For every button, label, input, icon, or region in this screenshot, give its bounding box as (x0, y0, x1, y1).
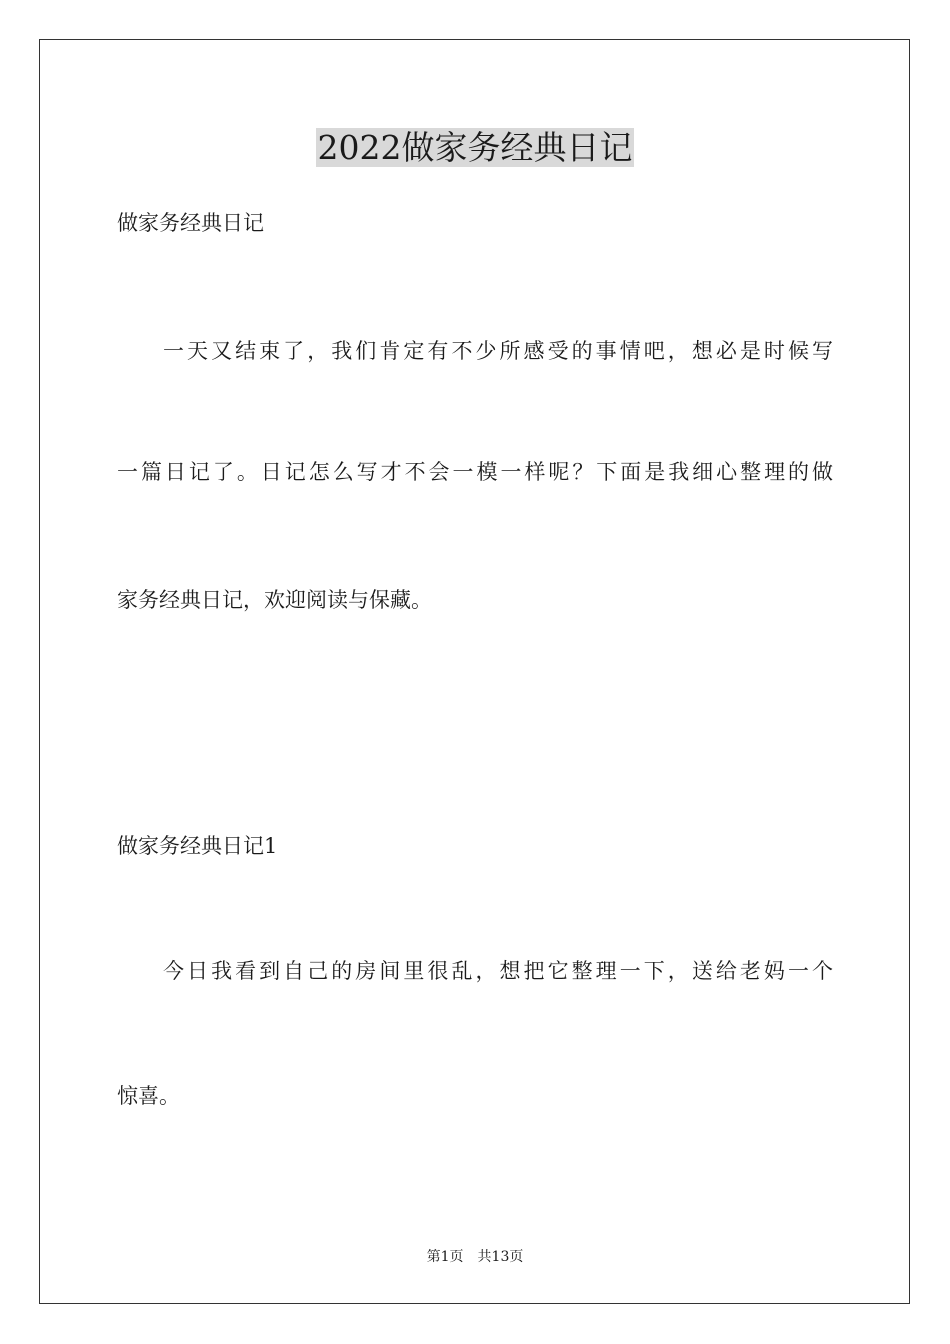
paragraph-line: 一篇日记了。日记怎么写才不会一模一样呢？下面是我细心整理的做 (117, 460, 833, 484)
section-heading: 做家务经典日记 (117, 211, 264, 235)
section-heading: 做家务经典日记1 (117, 834, 278, 858)
document-title (0, 126, 950, 170)
page-total: 共13页 (477, 1249, 524, 1265)
document-title-text: 2022做家务经典日记 (317, 128, 633, 167)
paragraph-line: 家务经典日记，欢迎阅读与保藏。 (117, 588, 432, 612)
paragraph-line: 惊喜。 (117, 1084, 180, 1108)
page-footer (0, 1248, 950, 1266)
page-number: 第1页 (426, 1249, 464, 1265)
paragraph-line: 一天又结束了，我们肯定有不少所感受的事情吧，想必是时候写 (163, 339, 833, 363)
paragraph-line: 今日我看到自己的房间里很乱，想把它整理一下，送给老妈一个 (163, 959, 833, 983)
